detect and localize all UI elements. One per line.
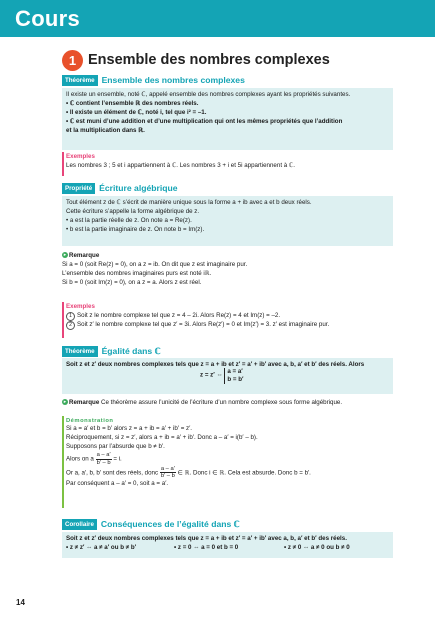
corollary-item: • z = 0 ⇔ a = 0 et b = 0 <box>174 543 239 551</box>
property-box-algebraic-form <box>62 196 393 246</box>
examples-bar <box>62 152 64 176</box>
equality-top: a = a′ <box>227 368 243 375</box>
chapter-header-bar <box>0 0 435 37</box>
demonstration-line: Si a = a′ et b = b′ alors z = a + ib = a′ + ib′ = z′. <box>66 425 193 433</box>
property-line: Tout élément z de ℂ s’écrit de manière unique sous la forme a + ib avec a et b deux réels. <box>66 199 312 206</box>
demonstration-text: Or a, a′, b, b′ sont des réels, donc <box>66 469 159 477</box>
remark-line: L’ensemble des nombres imaginaires purs est noté iℝ. <box>62 269 212 277</box>
corollary-heading <box>62 518 240 530</box>
page-number: 14 <box>16 598 25 607</box>
equality-left: z = z′ ⇔ <box>200 371 223 379</box>
property-heading <box>62 182 178 194</box>
theorem-bullet: • ℂ contient l’ensemble ℝ des nombres réels. <box>66 99 199 107</box>
theorem-title: Égalité dans ℂ <box>101 346 161 356</box>
theorem-heading <box>62 74 245 86</box>
example-line: Soit z′ le nombre complexe tel que z′ = 3i. Alors Re(z′) = 0 et Im(z′) = 3. z′ est imaginaire pur. <box>77 320 330 328</box>
corollary-item: • z ≠ 0 ⇔ a ≠ 0 ou b ≠ 0 <box>284 543 350 551</box>
remark-block-2 <box>62 399 392 408</box>
fraction <box>96 452 112 466</box>
corollary-consequences <box>66 544 389 553</box>
examples-block-2 <box>66 303 391 330</box>
examples-block-1 <box>66 153 391 171</box>
fraction-denominator: b′ – b <box>160 473 175 480</box>
section-number-badge: 1 <box>62 50 83 71</box>
property-bullet: • b est la partie imaginaire de z. On note b = Im(z). <box>66 225 205 233</box>
theorem-bullet: • ℂ est muni d’une addition et d’une multiplication qui ont les mêmes propriétés que l’addition <box>66 117 343 125</box>
remark-block-1 <box>62 252 392 288</box>
theorem-title: Ensemble des nombres complexes <box>101 75 245 85</box>
equality-system <box>200 368 243 384</box>
demonstration-text: Alors on a <box>66 455 94 463</box>
demonstration-text: = i. <box>113 455 122 463</box>
property-bullet: • a est la partie réelle de z. On note a = Re(z). <box>66 216 192 224</box>
fraction <box>160 466 176 480</box>
theorem-bullet: et la multiplication dans ℝ. <box>66 126 145 134</box>
examples-text: Les nombres 3 ; 5 et i appartiennent à ℂ. Les nombres 3 + i et 5i appartiennent à ℂ. <box>66 161 295 169</box>
examples-label: Exemples <box>66 153 95 160</box>
demonstration-bar <box>62 416 64 508</box>
remark-icon: ▸ <box>63 252 67 259</box>
demonstration-block <box>66 417 391 489</box>
example-number-badge: 2 <box>66 321 75 330</box>
demonstration-line: Réciproquement, si z = z′, alors a + ib = a′ + ib′. Donc a – a′ = i(b′ – b). <box>66 434 258 442</box>
remark-line: Si a = 0 (soit Re(z) = 0), on a z = ib. On dit que z est imaginaire pur. <box>62 260 248 268</box>
demonstration-line: Par conséquent a – a′ = 0, soit a = a′. <box>66 479 169 487</box>
equality-bottom: b = b′ <box>227 376 244 384</box>
section-title: Ensemble des nombres complexes <box>88 52 330 68</box>
fraction-denominator: b′ – b <box>96 459 111 466</box>
header-title: Cours <box>15 6 81 31</box>
fraction-numerator: a – a′ <box>96 452 111 459</box>
theorem-line: Il existe un ensemble, noté ℂ, appelé ensemble des nombres complexes ayant les propriétés suivantes. <box>66 91 351 98</box>
corollary-tag: Corollaire <box>62 519 97 530</box>
theorem-box-complex-set <box>62 88 393 150</box>
example-line: Soit z le nombre complexe tel que z = 4 – 2i. Alors Re(z) = 4 et Im(z) = –2. <box>77 311 281 319</box>
corollary-title: Conséquences de l’égalité dans ℂ <box>100 519 240 529</box>
remark-text: Ce théorème assure l’unicité de l’écriture d’un nombre complexe sous forme algébrique. <box>101 399 343 406</box>
corollary-box <box>62 532 393 558</box>
property-tag: Propriété <box>62 183 95 194</box>
remark-label: Remarque <box>69 252 100 259</box>
theorem-bullet: • Il existe un élément de ℂ, noté i, tel que i² = –1. <box>66 108 207 116</box>
theorem-tag: Théorème <box>62 75 98 86</box>
equality-brace <box>224 368 243 384</box>
fraction-numerator: a – a′ <box>160 466 175 473</box>
property-title: Écriture algébrique <box>99 183 178 193</box>
corollary-item: • z ≠ z′ ⇔ a ≠ a′ ou b ≠ b′ <box>66 543 137 551</box>
examples-bar <box>62 302 64 338</box>
remark-line: Si b = 0 (soit Im(z) = 0), on a z = a. Alors z est réel. <box>62 278 202 286</box>
remark-label: Remarque <box>69 399 100 406</box>
demonstration-line: Supposons par l’absurde que b ≠ b′. <box>66 443 165 451</box>
example-number-badge: 1 <box>66 312 75 321</box>
theorem-tag: Théorème <box>62 346 98 357</box>
demonstration-label: Démonstration <box>66 418 114 424</box>
theorem-line: Soit z et z′ deux nombres complexes tels que z = a + ib et z′ = a′ + ib′ avec a, b, a′ et b′ des réels. Alors <box>66 361 365 368</box>
corollary-line: Soit z et z′ deux nombres complexes tels que z = a + ib et z′ = a′ + ib′ avec a, b, a′ et b′ des réels. <box>66 535 347 542</box>
property-line: Cette écriture s’appelle la forme algébrique de z. <box>66 207 200 215</box>
examples-label: Exemples <box>66 303 95 310</box>
theorem-box-equality <box>62 358 393 394</box>
remark-icon: ▸ <box>63 399 67 406</box>
theorem-heading <box>62 345 161 357</box>
demonstration-text: ∈ ℝ. Donc i ∈ ℝ. Cela est absurde. Donc b = b′. <box>177 469 311 477</box>
